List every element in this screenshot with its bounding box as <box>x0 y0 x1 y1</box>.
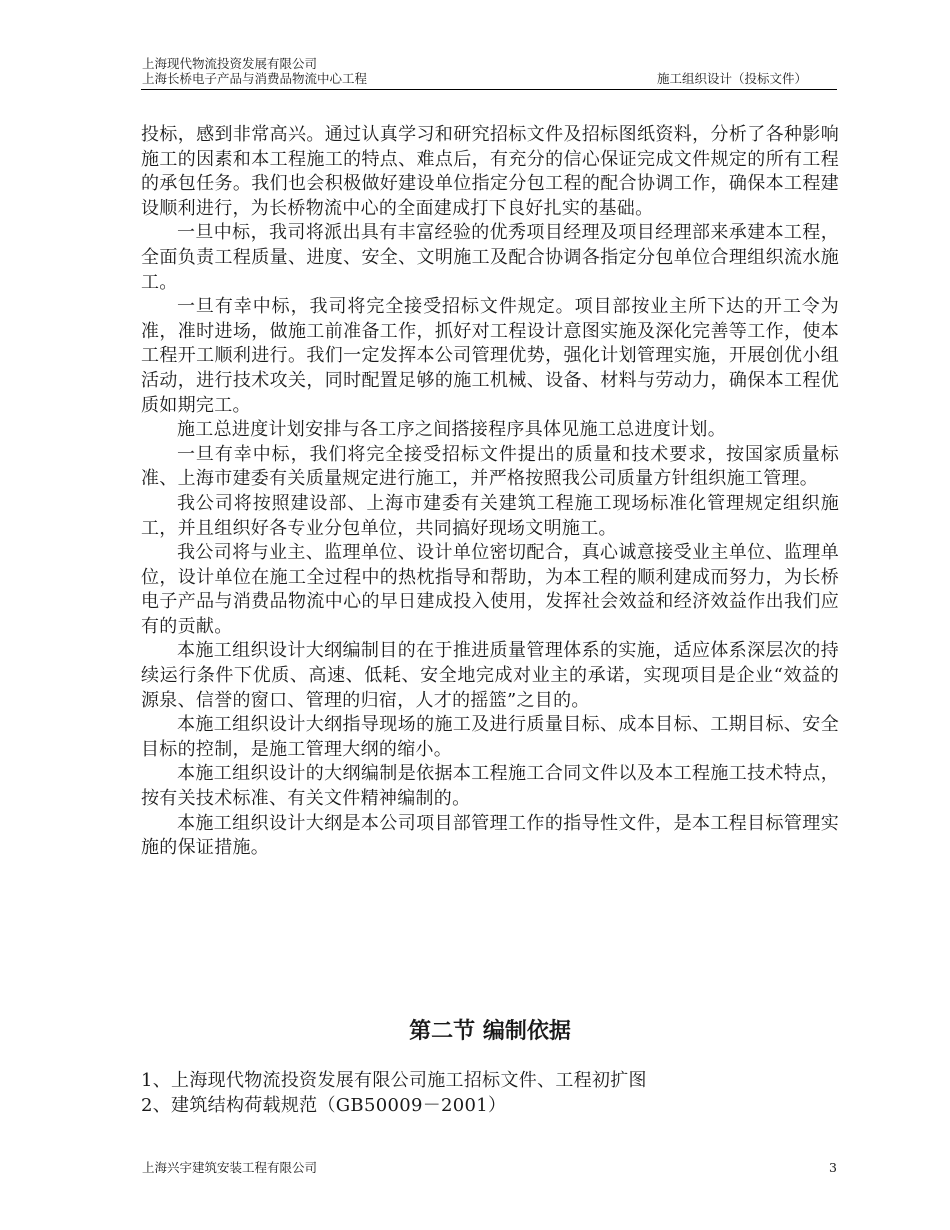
page-footer <box>141 1160 837 1176</box>
paragraph: 投标，感到非常高兴。通过认真学习和研究招标文件及招标图纸资料，分析了各种影响施工的因素和本工程施工的特点、难点后，有充分的信心保证完成文件规定的所有工程的承包任务。我们也会积极做好建设单位指定分包工程的配合协调工作，确保本工程建设顺利进行，为长桥物流中心的全面建成打下良好扎实的基础。 <box>141 124 839 219</box>
reference-item: 1、上海现代物流投资发展有限公司施工招标文件、工程初扩图 <box>141 1070 647 1091</box>
paragraph: 我公司将按照建设部、上海市建委有关建筑工程施工现场标准化管理规定组织施工，并且组织好各专业分包单位，共同搞好现场文明施工。 <box>141 492 839 539</box>
body-text <box>141 123 839 861</box>
page-header <box>141 56 837 89</box>
header-rule <box>141 89 837 90</box>
page-number: 3 <box>829 1160 837 1175</box>
section-heading: 第二节 编制依据 <box>409 1018 571 1044</box>
paragraph: 我公司将与业主、监理单位、设计单位密切配合，真心诚意接受业主单位、监理单位，设计单位在施工全过程中的热枕指导和帮助，为本工程的顺利建成而努力，为长桥电子产品与消费品物流中心的早日建成投入使用，发挥社会效益和经济效益作出我们应有的贡献。 <box>141 542 839 637</box>
paragraph: 本施工组织设计大纲指导现场的施工及进行质量目标、成本目标、工期目标、安全目标的控制，是施工管理大纲的缩小。 <box>141 714 839 760</box>
paragraph: 一旦中标，我司将派出具有丰富经验的优秀项目经理及项目经理部来承建本工程，全面负责工程质量、进度、安全、文明施工及配合协调各指定分包单位合理组织流水施工。 <box>141 222 839 293</box>
paragraph: 一旦有幸中标，我们将完全接受招标文件提出的质量和技术要求，按国家质量标准、上海市建委有关质量规定进行施工，并严格按照我公司质量方针组织施工管理。 <box>141 443 839 490</box>
reference-list <box>141 1068 647 1118</box>
header-project: 上海长桥电子产品与消费品物流中心工程 <box>142 71 368 86</box>
paragraph: 施工总进度计划安排与各工序之间搭接程序具体见施工总进度计划。 <box>177 419 726 441</box>
paragraph: 本施工组织设计的大纲编制是依据本工程施工合同文件以及本工程施工技术特点，按有关技术标准、有关文件精神编制的。 <box>141 763 839 810</box>
footer-company: 上海兴宇建筑安装工程有限公司 <box>142 1160 318 1175</box>
paragraph: 本施工组织设计大纲编制目的在于推进质量管理体系的实施，适应体系深层次的持续运行条件下优质、高速、低耗、安全地完成对业主的承诺，实现项目是企业“效益的源泉、信誉的窗口、管理的归宿，人才的摇篮”之目的。 <box>141 640 839 711</box>
header-company: 上海现代物流投资发展有限公司 <box>142 56 318 71</box>
reference-item: 2、建筑结构荷载规范（GB50009－2001） <box>141 1095 507 1116</box>
header-doc-title: 施工组织设计（投标文件） <box>656 71 807 86</box>
paragraph: 一旦有幸中标，我司将完全接受招标文件规定。项目部按业主所下达的开工令为准，准时进场，做施工前准备工作，抓好对工程设计意图实施及深化完善等工作，使本工程开工顺利进行。我们一定发挥本公司管理优势，强化计划管理实施，开展创优小组活动，进行技术攻关，同时配置足够的施工机械、设备、材料与劳动力，确保本工程优质如期完工。 <box>141 296 839 416</box>
paragraph: 本施工组织设计大纲是本公司项目部管理工作的指导性文件，是本工程目标管理实施的保证措施。 <box>141 812 839 859</box>
